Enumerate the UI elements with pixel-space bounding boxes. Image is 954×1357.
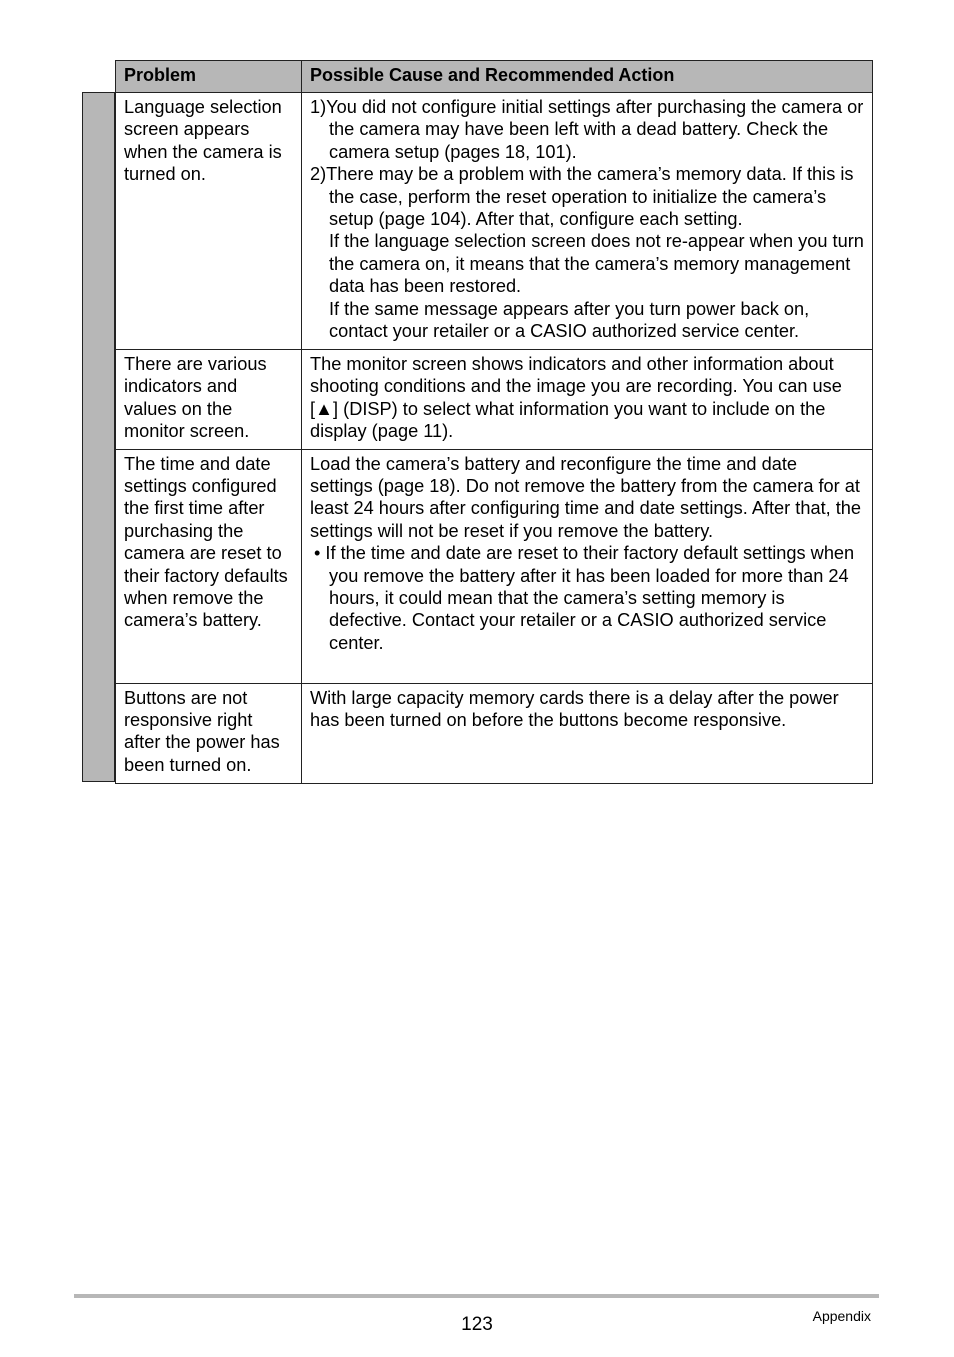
problem-cell [116,93,302,350]
action-note: If the same message appears after you turn power back on, contact your retailer or a CASIO authorized service center. [329,298,810,342]
action-step-1: 1)You did not configure initial settings after purchasing the camera or the camera may have been left with a dead battery. Check the camera setup (pages 18, 101). [310,97,864,162]
header-problem: Problem [116,61,302,93]
action-text: Load the camera’s battery and reconfigure the time and date settings (page 18). Do not remove the battery from the camera for at least 24 hours after configuring time and date settings. After that, the settings will not be reset if you remove the battery. [310,453,862,541]
header-action: Possible Cause and Recommended Action [302,61,873,93]
table-header-row [116,61,873,93]
problem-cell [116,350,302,450]
problem-cell [116,683,302,783]
problem-text: Buttons are not responsive right after the power has been turned on. [124,687,280,775]
action-note: If the language selection screen does not re-appear when you turn the camera on, it means that the camera’s memory management data has been restored. [329,231,864,297]
problem-text: Language selection screen appears when the camera is turned on. [124,97,282,185]
action-text: With large capacity memory cards there is a delay after the power has been turned on before the buttons become responsive. [310,687,839,731]
footer-divider [74,1294,879,1298]
action-bullet: • If the time and date are reset to their factory default settings when you remove the battery after it has been loaded for more than 24 hours, it could mean that the camera’s setting memory is defective. Contact your retailer or a CASIO authorized service center. [314,543,855,653]
action-cell [302,93,873,350]
problem-text: There are various indicators and values on the monitor screen. [124,354,267,442]
action-text: The monitor screen shows indicators and other information about shooting conditions and the image you are recording. You can use [▲] (DISP) to select what information you want to include on the display (page 11). [310,354,842,442]
section-side-tab [82,92,115,782]
action-cell [302,449,873,683]
page-number: 123 [461,1314,493,1335]
section-label: Appendix [812,1308,871,1324]
table-row [116,683,873,783]
problem-text: The time and date settings configured the first time after purchasing the camera are reset to their factory defaults when remove the camera’s battery. [124,453,288,631]
table-row [116,449,873,683]
action-cell [302,683,873,783]
action-cell [302,350,873,450]
problem-cell [116,449,302,683]
table-row [116,93,873,350]
action-step-2: 2)There may be a problem with the camera’s memory data. If this is the case, perform the reset operation to initialize the camera’s setup (page 104). After that, configure each setting. [310,164,854,230]
troubleshooting-table [115,60,873,784]
table-row [116,350,873,450]
